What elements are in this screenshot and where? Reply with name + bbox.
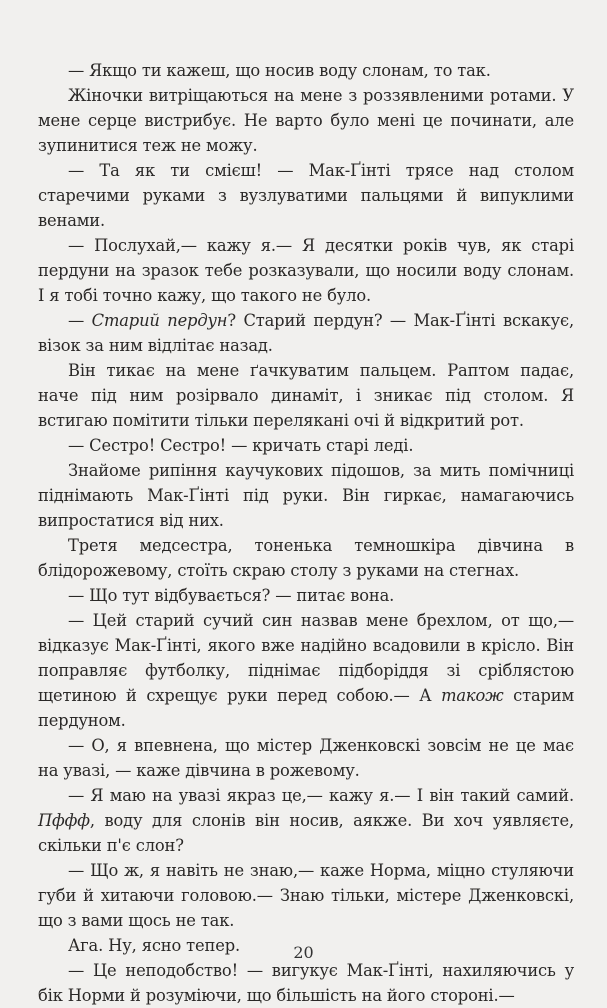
page-number: 20 — [293, 943, 314, 962]
emphasis-text: Пффф — [38, 811, 90, 830]
paragraph: — Послухай,— кажу я.— Я десятки років чув, як старі пердуни на зразок тебе розказували, що носили воду слонам. І я тобі точно кажу, що такого не було. — [38, 236, 574, 305]
paragraph: — Та як ти смієш! — Мак-Ґінті трясе над столом старечими руками з вузлуватими пальцями й випуклими венами. — [38, 161, 574, 230]
paragraph: — Я маю на увазі якраз це,— кажу я.— І він такий самий. Пффф, воду для слонів він носив, аякже. Ви хоч уявляєте, скільки п'є слон? — [38, 786, 574, 855]
paragraph: — Старий пердун? Старий пердун? — Мак-Ґінті вскакує, візок за ним відлітає назад. — [38, 311, 574, 355]
paragraph: — О, я впевнена, що містер Дженковскі зовсім не це має на увазі, — каже дівчина в рожевому. — [38, 736, 574, 780]
paragraph: Він тикає на мене ґачкуватим пальцем. Раптом падає, наче під ним розірвало динаміт, і зникає під столом. Я встигаю помітити тільки перелякані очі й відкритий рот. — [38, 361, 574, 430]
paragraph: — Що тут відбувається? — питає вона. — [68, 586, 395, 605]
body-text — [38, 58, 574, 1008]
paragraph: Жіночки витріщаються на мене з роззявленими ротами. У мене серце вистрибує. Не варто було мені це починати, але зупинитися теж не можу. — [38, 86, 574, 155]
emphasis-text: Старий пердун — [91, 311, 228, 330]
paragraph: — Сестро! Сестро! — кричать старі леді. — [68, 436, 414, 455]
paragraph: — Це неподобство! — вигукує Мак-Ґінті, нахиляючись у бік Норми й розуміючи, що більшість на його стороні.— — [38, 961, 574, 1005]
paragraph: Знайоме рипіння каучукових підошов, за мить помічниці піднімають Мак-Ґінті під руки. Він гиркає, намагаючись випростатися від них. — [38, 461, 574, 530]
paragraph: — Якщо ти кажеш, що носив воду слонам, то так. — [68, 61, 491, 80]
paragraph: Третя медсестра, тоненька темношкіра дівчина в блідорожевому, стоїть скраю столу з руками на стегнах. — [38, 536, 574, 580]
emphasis-text: також — [441, 686, 504, 705]
paragraph: — Цей старий сучий син назвав мене брехлом, от що,— відказує Мак-Ґінті, якого вже надійно всадовили в крісло. Він поправляє футболку, піднімає підборіддя зі сріблястою щетиною й схрещує руки перед собою.— А також старим пердуном. — [38, 611, 574, 730]
paragraph: — Що ж, я навіть не знаю,— каже Норма, міцно стуляючи губи й хитаючи головою.— Знаю тільки, містере Дженковскі, що з вами щось не так. — [38, 861, 574, 930]
paragraph: Ага. Ну, ясно тепер. — [68, 936, 240, 955]
